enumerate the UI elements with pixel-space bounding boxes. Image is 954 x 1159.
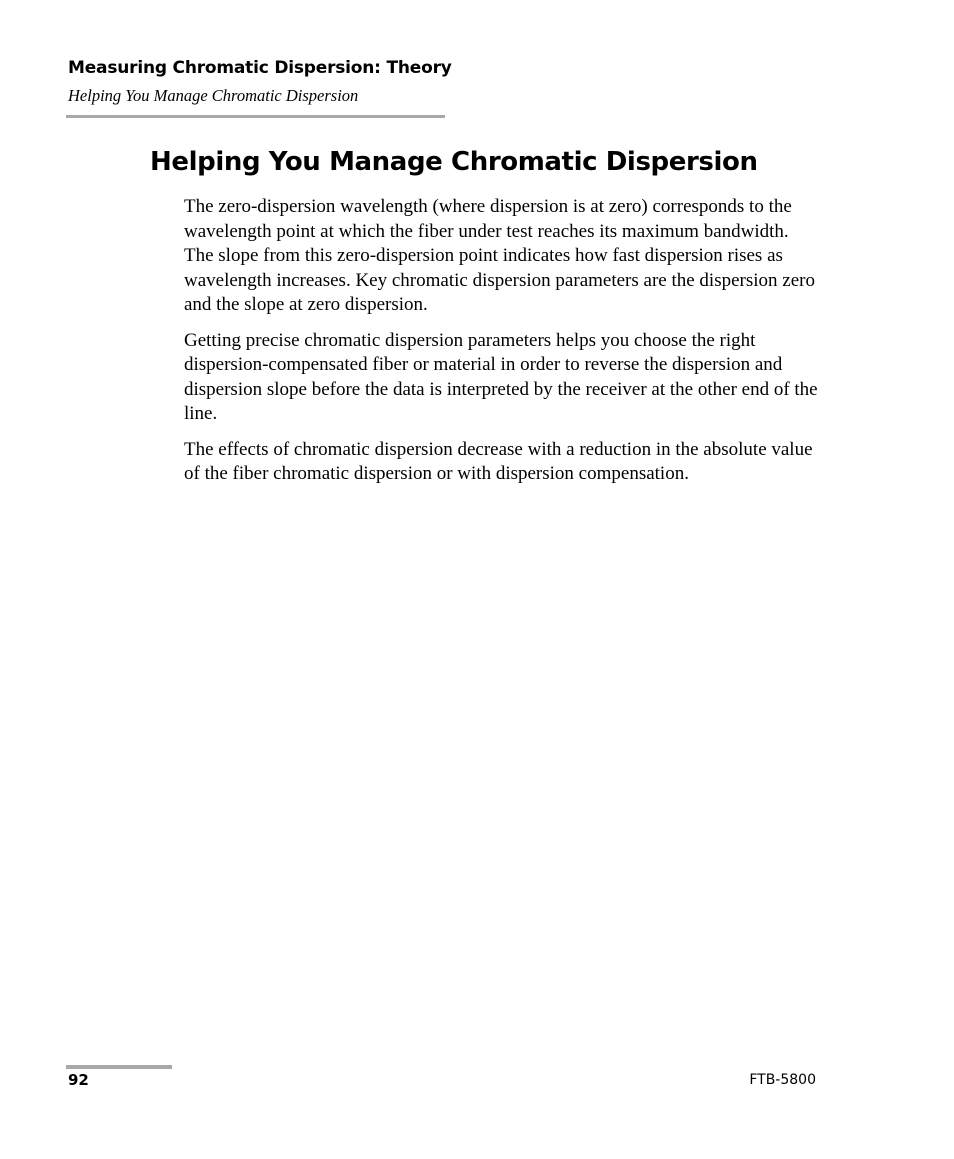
running-header: [68, 57, 488, 107]
paragraph: The effects of chromatic dispersion decrease with a reduction in the absolute value of the fiber chromatic dispersion or with dispersion compensation.: [184, 438, 813, 484]
page-number: 92: [68, 1071, 89, 1089]
page-title: Helping You Manage Chromatic Dispersion: [150, 147, 758, 177]
section-subtitle: Helping You Manage Chromatic Dispersion: [68, 86, 359, 105]
footer-divider: [66, 1065, 172, 1069]
chapter-title: Measuring Chromatic Dispersion: Theory: [68, 58, 452, 78]
header-divider: [66, 115, 445, 118]
body-text: [184, 195, 820, 498]
product-name: FTB-5800: [749, 1072, 816, 1088]
paragraph: Getting precise chromatic dispersion parameters helps you choose the right dispersion-compensated fiber or material in order to reverse the dispersion and dispersion slope before the data is interpreted by the receiver at the other end of the line.: [184, 329, 818, 424]
paragraph: The zero-dispersion wavelength (where dispersion is at zero) corresponds to the wavelength point at which the fiber under test reaches its maximum bandwidth. The slope from this zero-dispersion point indicates how fast dispersion rises as wavelength increases. Key chromatic dispersion parameters are the dispersion zero and the slope at zero dispersion.: [184, 196, 815, 315]
